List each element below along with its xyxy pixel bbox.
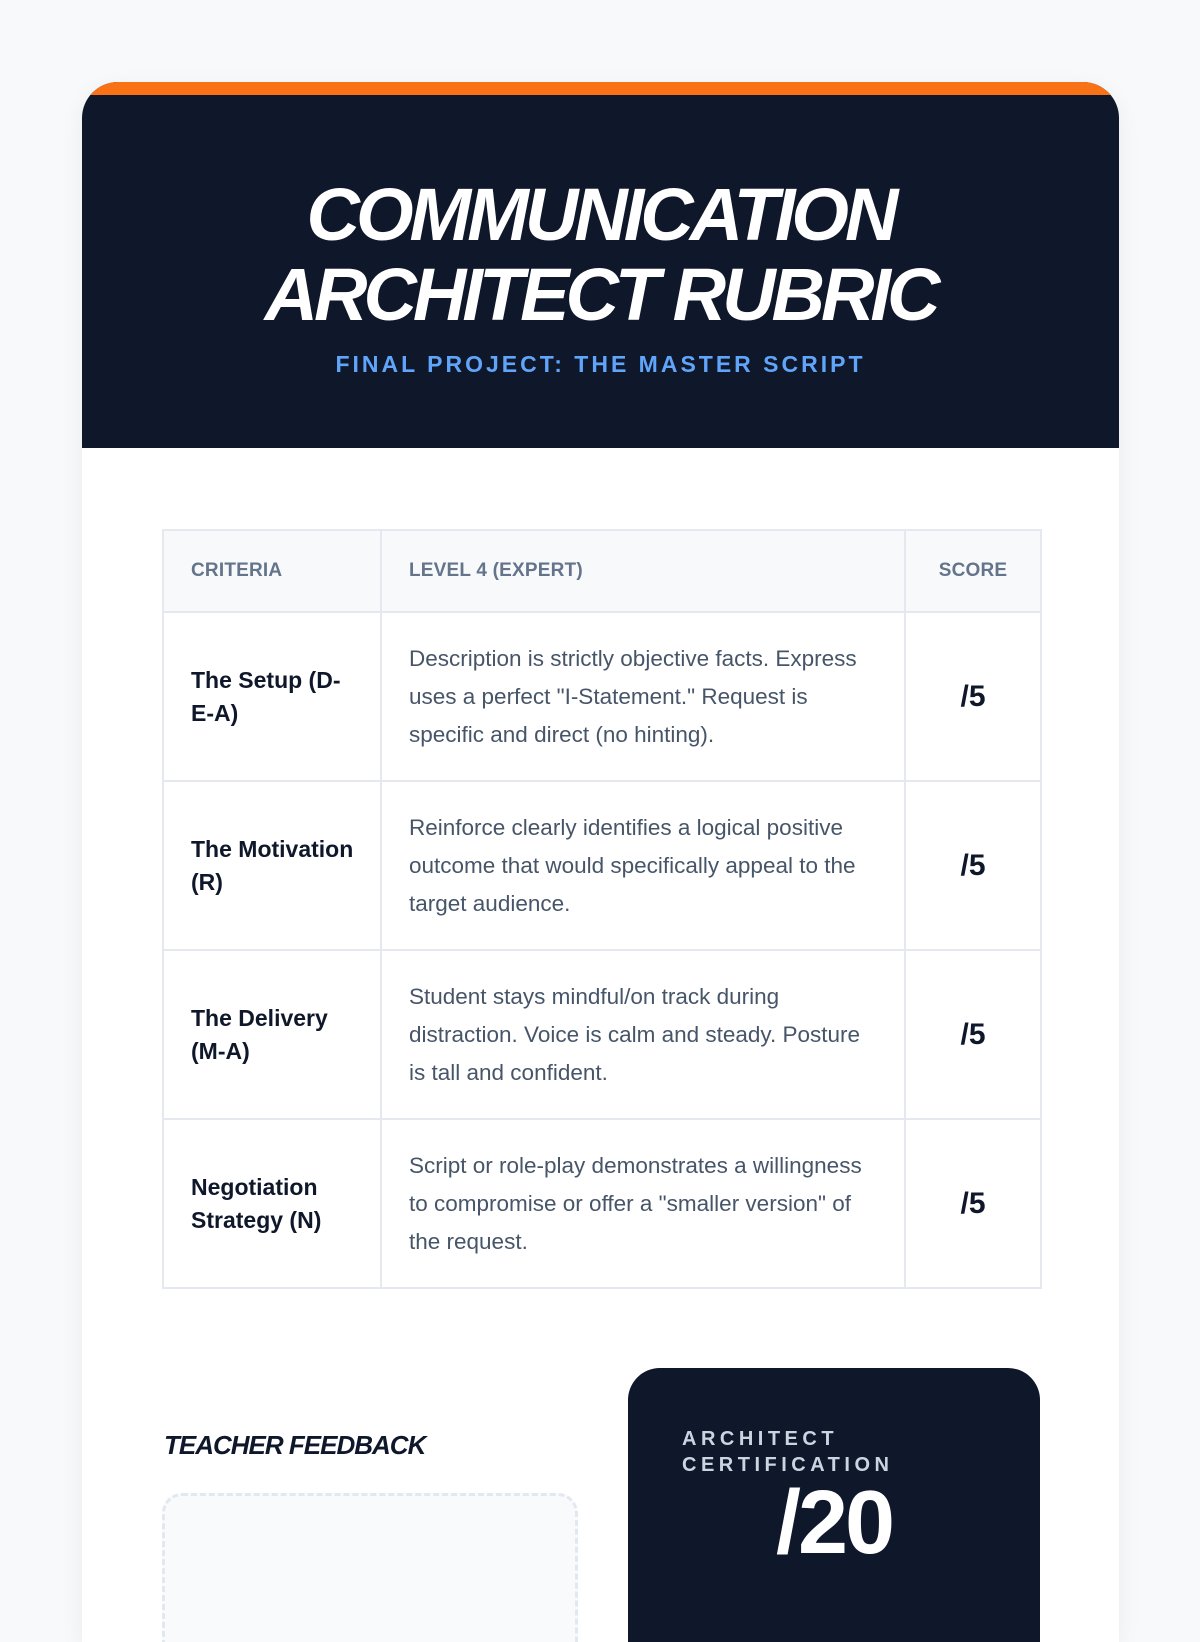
rubric-table — [162, 529, 1042, 1289]
score-cell: /5 — [905, 950, 1041, 1119]
page-title — [82, 175, 1119, 335]
certification-label: ARCHITECT CERTIFICATION — [682, 1428, 894, 1476]
certification-total-score: /20 — [775, 1473, 893, 1573]
score-cell: /5 — [905, 781, 1041, 950]
table-header-row — [163, 530, 1041, 612]
table-row — [163, 950, 1041, 1119]
table-row — [163, 781, 1041, 950]
column-header-score: SCORE — [905, 530, 1041, 612]
level4-description-cell: Description is strictly objective facts. Express uses a perfect "I-Statement." Request is specific and direct (no hinting). — [381, 612, 905, 781]
criteria-cell: The Setup (D-E-A) — [163, 612, 381, 781]
level4-description-cell: Script or role-play demonstrates a willingness to compromise or offer a "smaller version" of the request. — [381, 1119, 905, 1288]
rubric-header — [82, 82, 1119, 448]
score-cell: /5 — [905, 1119, 1041, 1288]
table-row — [163, 612, 1041, 781]
criteria-cell: Negotiation Strategy (N) — [163, 1119, 381, 1288]
criteria-cell: The Motivation (R) — [163, 781, 381, 950]
title-line-2: ARCHITECT RUBRIC — [264, 253, 937, 336]
rubric-card — [82, 82, 1119, 1642]
architect-certification-panel — [628, 1368, 1040, 1642]
teacher-feedback-box[interactable] — [162, 1493, 578, 1642]
teacher-feedback-heading: TEACHER FEEDBACK — [164, 1430, 426, 1460]
score-cell: /5 — [905, 612, 1041, 781]
level4-description-cell: Student stays mindful/on track during distraction. Voice is calm and steady. Posture is tall and confident. — [381, 950, 905, 1119]
table-row — [163, 1119, 1041, 1288]
column-header-criteria: CRITERIA — [163, 530, 381, 612]
criteria-cell: The Delivery (M-A) — [163, 950, 381, 1119]
column-header-level4: LEVEL 4 (EXPERT) — [381, 530, 905, 612]
level4-description-cell: Reinforce clearly identifies a logical positive outcome that would specifically appeal to the target audience. — [381, 781, 905, 950]
title-line-1: COMMUNICATION — [306, 173, 895, 256]
page-subtitle: FINAL PROJECT: THE MASTER SCRIPT — [335, 351, 866, 377]
